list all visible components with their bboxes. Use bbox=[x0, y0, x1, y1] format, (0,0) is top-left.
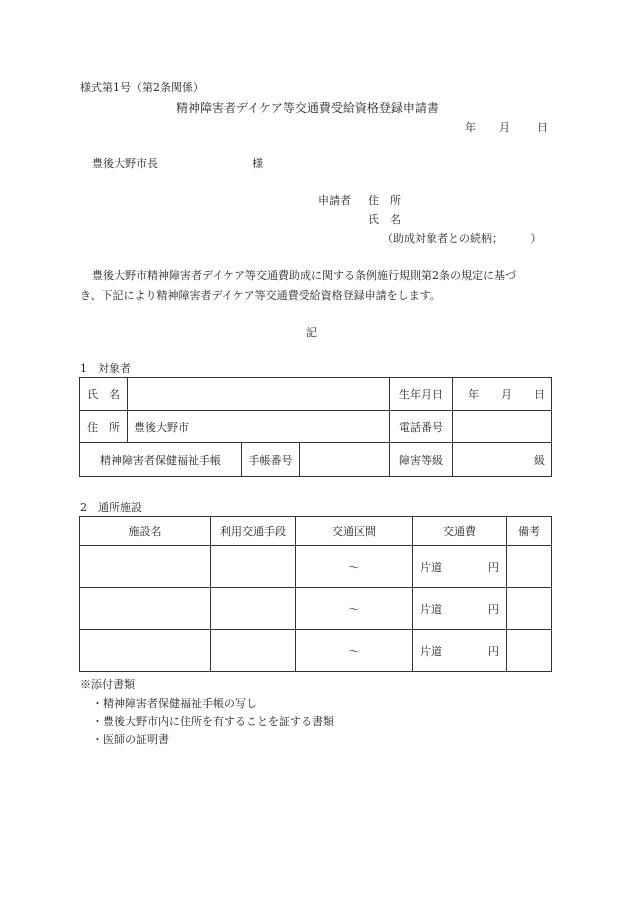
transport-field[interactable] bbox=[211, 630, 296, 672]
transport-field[interactable] bbox=[211, 546, 296, 588]
attachment-item: ・豊後大野市内に住所を有することを証する書類 bbox=[92, 715, 334, 728]
address-label: 住 所 bbox=[80, 411, 128, 443]
fare-field[interactable] bbox=[413, 546, 507, 588]
address-field[interactable]: 豊後大野市 bbox=[128, 411, 390, 443]
facility-header-row bbox=[80, 517, 552, 546]
name-label: 氏 名 bbox=[80, 378, 128, 411]
facility-row bbox=[80, 588, 552, 630]
remarks-field[interactable] bbox=[507, 546, 552, 588]
body-text-line1: 豊後大野市精神障害者デイケア等交通費助成に関する条例施行規則第2条の規定に基づ bbox=[92, 269, 517, 282]
fare-unit: 円 bbox=[488, 560, 499, 574]
route-tilde: ～ bbox=[348, 602, 360, 616]
handbook-number-label: 手帳番号 bbox=[242, 443, 300, 477]
applicant-name-label: 氏 名 bbox=[368, 213, 401, 226]
phone-field[interactable] bbox=[453, 411, 552, 443]
subject-row-address bbox=[80, 411, 552, 443]
section2-heading: 2 通所施設 bbox=[80, 501, 142, 514]
fare-type: 片道 bbox=[420, 602, 442, 616]
fare-type: 片道 bbox=[420, 560, 442, 574]
transport-field[interactable] bbox=[211, 588, 296, 630]
facility-name-field[interactable] bbox=[80, 546, 211, 588]
facility-name-field[interactable] bbox=[80, 630, 211, 672]
subject-table bbox=[79, 377, 552, 477]
phone-label: 電話番号 bbox=[390, 411, 453, 443]
grade-field[interactable] bbox=[453, 443, 552, 477]
attachments-heading: ※添付書類 bbox=[80, 678, 135, 691]
attachment-item: ・医師の証明書 bbox=[92, 733, 169, 746]
date-year: 年 bbox=[465, 121, 476, 134]
handbook-number-field[interactable] bbox=[300, 443, 390, 477]
route-field[interactable] bbox=[296, 630, 413, 672]
attachment-item: ・精神障害者保健福祉手帳の写し bbox=[92, 697, 257, 710]
grade-label: 障害等級 bbox=[390, 443, 453, 477]
birth-day-label: 日 bbox=[534, 388, 546, 401]
birth-year-label: 年 bbox=[468, 388, 480, 401]
fare-field[interactable] bbox=[413, 630, 507, 672]
fare-field[interactable] bbox=[413, 588, 507, 630]
fare-header: 交通費 bbox=[413, 517, 507, 546]
facility-name-header: 施設名 bbox=[80, 517, 211, 546]
birthdate-label: 生年月日 bbox=[390, 378, 453, 411]
subject-row-name bbox=[80, 378, 552, 411]
handbook-label: 精神障害者保健福祉手帳 bbox=[80, 443, 242, 477]
route-field[interactable] bbox=[296, 588, 413, 630]
fare-unit: 円 bbox=[488, 602, 499, 616]
applicant-label: 申請者 bbox=[318, 194, 351, 207]
subject-row-handbook bbox=[80, 443, 552, 477]
facility-row bbox=[80, 630, 552, 672]
date-month: 月 bbox=[499, 121, 510, 134]
birthdate-field[interactable] bbox=[453, 378, 552, 411]
facility-table bbox=[79, 516, 552, 672]
form-number: 様式第1号（第2条関係） bbox=[80, 81, 204, 94]
name-field[interactable] bbox=[128, 378, 390, 411]
remarks-field[interactable] bbox=[507, 630, 552, 672]
ki-marker: 記 bbox=[306, 326, 317, 339]
applicant-relation: （助成対象者との続柄； ） bbox=[382, 232, 542, 245]
applicant-address-label: 住 所 bbox=[368, 194, 401, 207]
transport-header: 利用交通手段 bbox=[211, 517, 296, 546]
remarks-field[interactable] bbox=[507, 588, 552, 630]
route-tilde: ～ bbox=[348, 560, 360, 574]
facility-name-field[interactable] bbox=[80, 588, 211, 630]
route-header: 交通区間 bbox=[296, 517, 413, 546]
date-day: 日 bbox=[537, 121, 548, 134]
route-tilde: ～ bbox=[348, 644, 360, 658]
fare-unit: 円 bbox=[488, 644, 499, 658]
addressee-name: 豊後大野市長 bbox=[92, 157, 158, 170]
remarks-header: 備考 bbox=[507, 517, 552, 546]
birth-month-label: 月 bbox=[501, 388, 513, 401]
addressee-honorific: 様 bbox=[252, 157, 263, 170]
body-text-line2: き、下記により精神障害者デイケア等交通費受給資格登録申請をします。 bbox=[80, 289, 441, 302]
facility-row bbox=[80, 546, 552, 588]
section1-heading: 1 対象者 bbox=[80, 362, 131, 375]
fare-type: 片道 bbox=[420, 644, 442, 658]
route-field[interactable] bbox=[296, 546, 413, 588]
grade-unit: 級 bbox=[534, 453, 546, 467]
form-title: 精神障害者デイケア等交通費受給資格登録申請書 bbox=[176, 101, 439, 115]
